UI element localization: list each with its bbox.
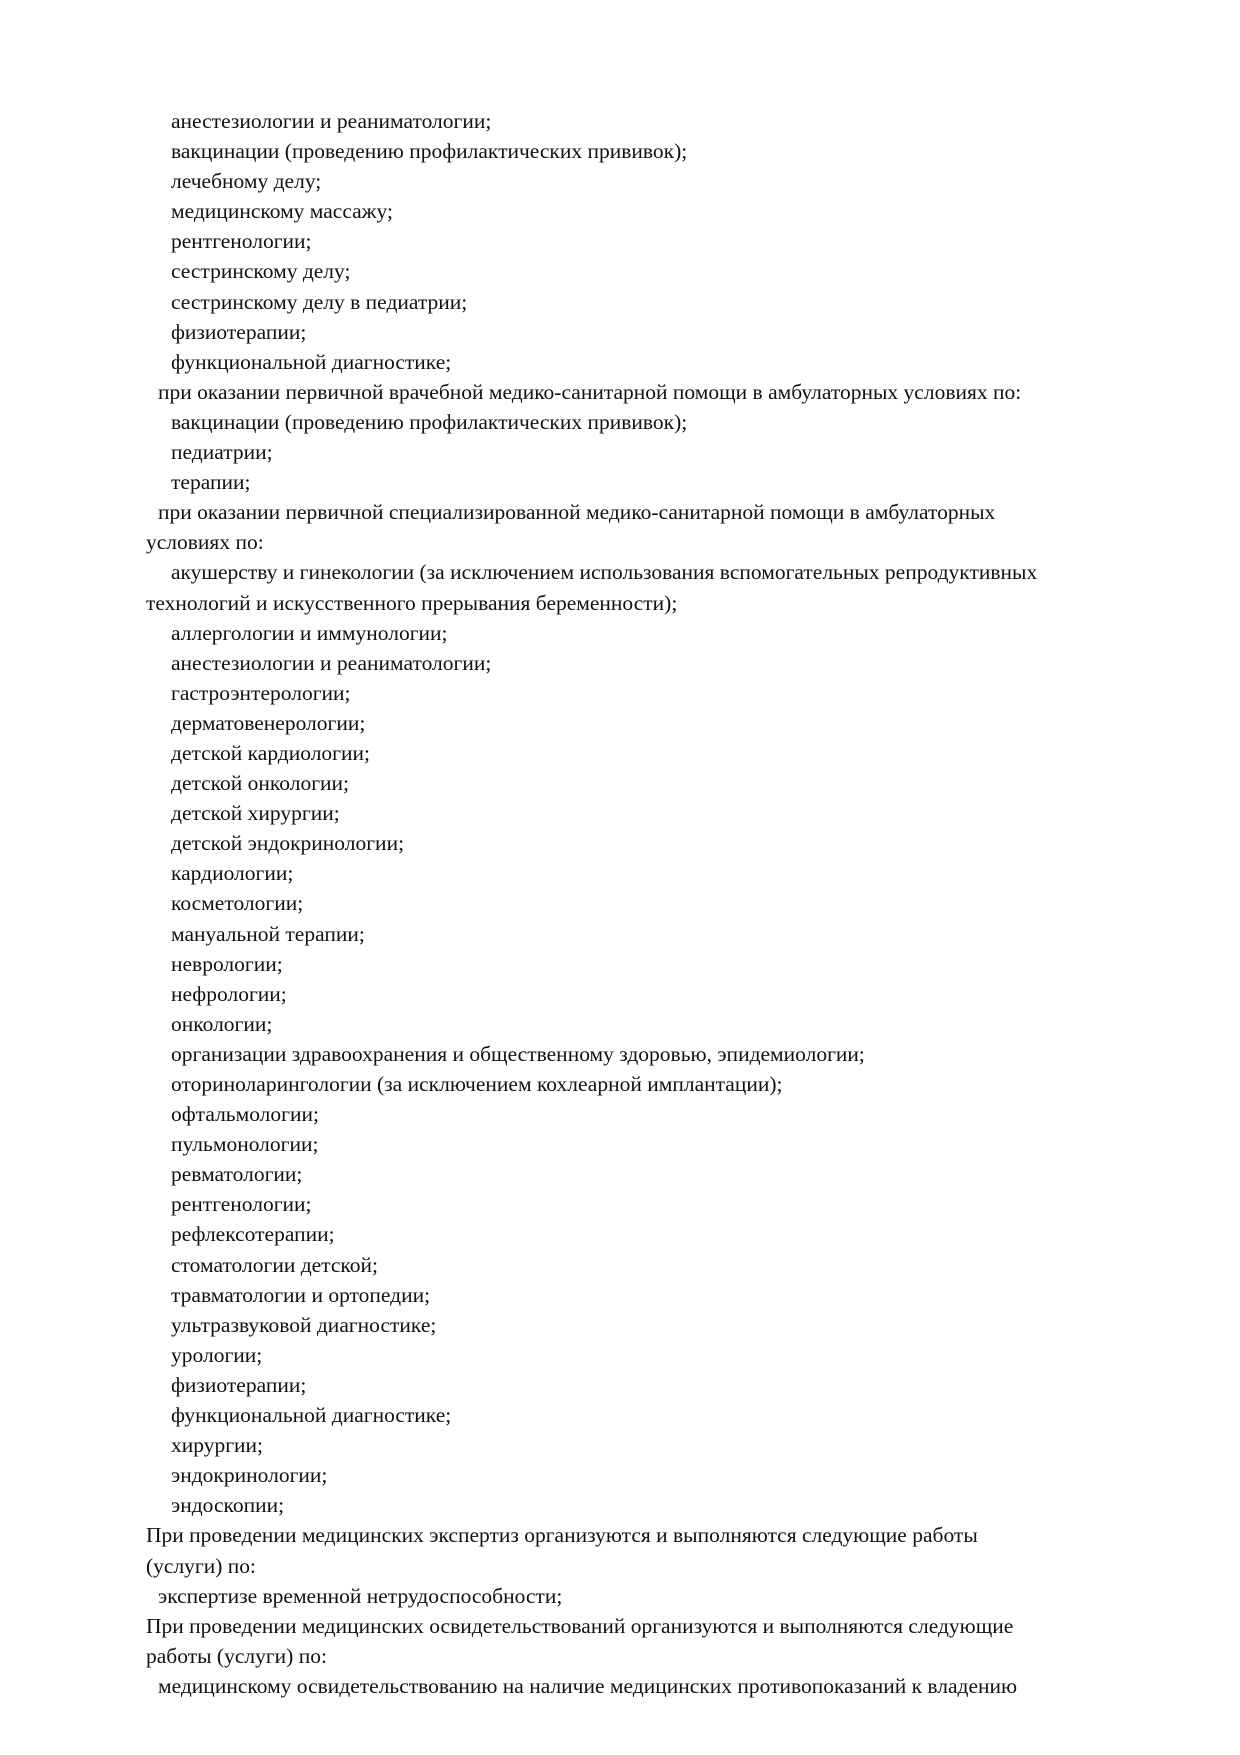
list-item: физиотерапии; bbox=[171, 319, 307, 344]
list-item: медицинскому массажу; bbox=[171, 199, 393, 224]
paragraph-line: При проведении медицинских освидетельствований организуются и выполняются следующие bbox=[146, 1613, 1014, 1638]
paragraph-line: технологий и искусственного прерывания беременности); bbox=[146, 590, 678, 615]
list-item: физиотерапии; bbox=[171, 1372, 307, 1397]
list-item: нефрологии; bbox=[171, 981, 287, 1006]
list-item: хирургии; bbox=[171, 1433, 264, 1458]
list-item: детской онкологии; bbox=[171, 771, 350, 796]
list-item: стоматологии детской; bbox=[171, 1252, 378, 1277]
list-item: рентгенологии; bbox=[171, 1192, 312, 1217]
list-item: вакцинации (проведению профилактических прививок); bbox=[171, 409, 688, 434]
list-item: рентгенологии; bbox=[171, 229, 312, 254]
list-item: эндокринологии; bbox=[171, 1463, 328, 1488]
list-item: косметологии; bbox=[171, 891, 304, 916]
list-item: функциональной диагностике; bbox=[171, 349, 452, 374]
list-item: функциональной диагностике; bbox=[171, 1403, 452, 1428]
list-item: неврологии; bbox=[171, 951, 283, 976]
list-item: эндоскопии; bbox=[171, 1493, 285, 1518]
list-item: лечебному делу; bbox=[171, 169, 322, 194]
list-item: урологии; bbox=[171, 1342, 263, 1367]
list-item: мануальной терапии; bbox=[171, 921, 365, 946]
list-item: рефлексотерапии; bbox=[171, 1222, 335, 1247]
list-item: анестезиологии и реаниматологии; bbox=[171, 650, 492, 675]
list-item: анестезиологии и реаниматологии; bbox=[171, 109, 492, 133]
paragraph-line: медицинскому освидетельствованию на наличие медицинских противопоказаний к владению bbox=[158, 1673, 1018, 1698]
list-item: терапии; bbox=[171, 470, 251, 495]
paragraph-line: при оказании первичной специализированной медико-санитарной помощи в амбулаторных bbox=[158, 500, 996, 525]
list-item: организации здравоохранения и общественному здоровью, эпидемиологии; bbox=[171, 1041, 865, 1066]
list-item: пульмонологии; bbox=[171, 1132, 319, 1157]
document-body bbox=[146, 106, 1176, 1701]
paragraph-line: работы (услуги) по: bbox=[146, 1643, 327, 1668]
paragraph-line: при оказании первичной врачебной медико-санитарной помощи в амбулаторных условиях по: bbox=[158, 379, 1022, 404]
paragraph-line: экспертизе временной нетрудоспособности; bbox=[158, 1583, 563, 1608]
list-item: травматологии и ортопедии; bbox=[171, 1282, 431, 1307]
list-item: оториноларингологии (за исключением кохлеарной имплантации); bbox=[171, 1072, 783, 1096]
list-item: онкологии; bbox=[171, 1011, 273, 1036]
paragraph-line: (услуги) по: bbox=[146, 1553, 257, 1578]
paragraph-line: При проведении медицинских экспертиз организуются и выполняются следующие работы bbox=[146, 1523, 978, 1548]
list-item: ультразвуковой диагностике; bbox=[171, 1312, 437, 1337]
list-item: аллергологии и иммунологии; bbox=[171, 620, 448, 645]
list-item: дерматовенерологии; bbox=[171, 710, 366, 735]
list-item: ревматологии; bbox=[171, 1162, 303, 1187]
list-item: гастроэнтерологии; bbox=[171, 680, 351, 705]
list-item: детской эндокринологии; bbox=[171, 831, 405, 856]
list-item: детской кардиологии; bbox=[171, 740, 370, 765]
list-item: сестринскому делу; bbox=[171, 259, 351, 284]
list-item: детской хирургии; bbox=[171, 801, 340, 826]
list-item: офтальмологии; bbox=[171, 1102, 319, 1127]
list-item: кардиологии; bbox=[171, 861, 294, 886]
list-item: вакцинации (проведению профилактических прививок); bbox=[171, 139, 688, 164]
list-item: педиатрии; bbox=[171, 440, 273, 465]
paragraph-line: условиях по: bbox=[146, 530, 264, 555]
list-item: акушерству и гинекологии (за исключением использования вспомогательных репродуктивных bbox=[171, 560, 1038, 585]
list-item: сестринскому делу в педиатрии; bbox=[171, 289, 468, 314]
